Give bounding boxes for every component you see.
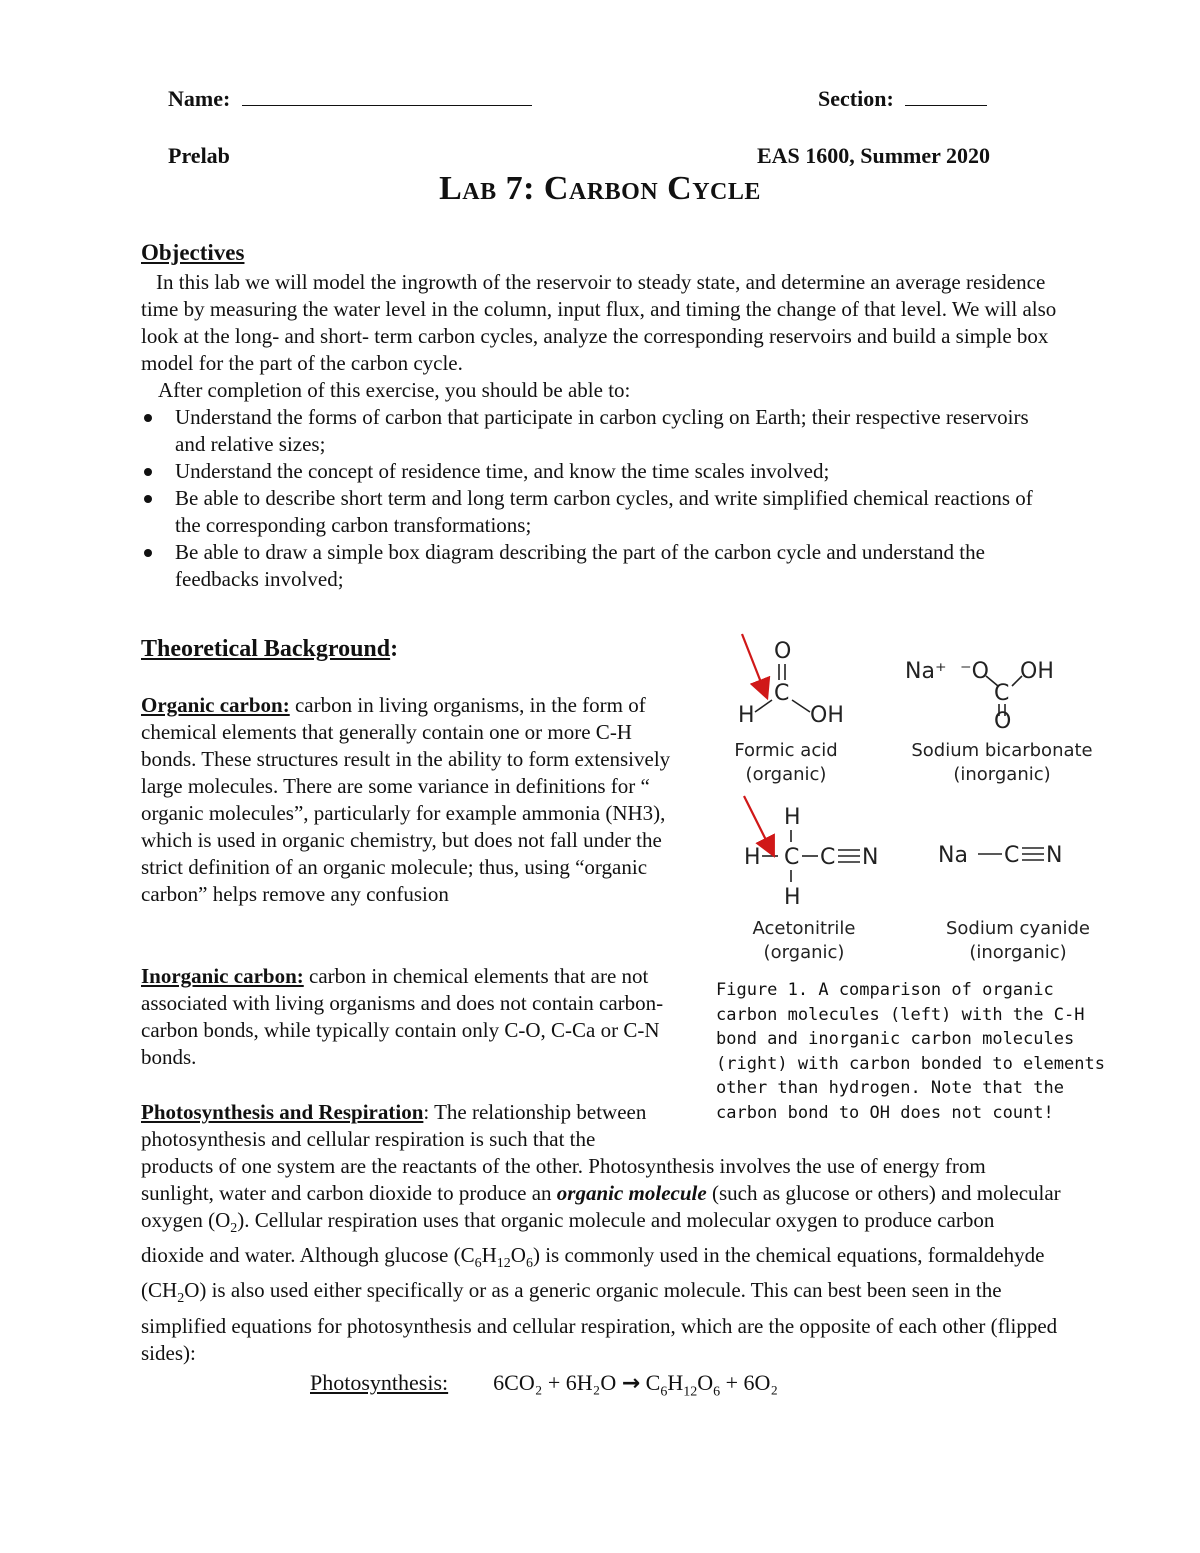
sodium-bicarbonate-structure [905,659,1093,785]
molecule-name: Sodium bicarbonate [911,740,1093,761]
equation-lhs: 6CO₂ + 6H₂O [493,1370,617,1395]
atom-c: C [994,681,1010,706]
atom-o: O [994,709,1012,734]
page-title: Lab 7: Carbon Cycle [439,170,761,207]
atom-n: N [1046,843,1063,868]
objectives-list [141,404,1061,593]
o2-symbol: O [215,1208,231,1232]
name-label: Name: [168,86,231,111]
atom-o: O [774,639,792,664]
background-heading-row: Theoretical Background: [141,636,399,662]
atom-h: H [738,703,755,728]
arrow-icon: → [621,1371,641,1396]
molecule-figure [700,620,1110,970]
atom-o-minus: ⁻O [960,659,989,684]
course-label: EAS 1600, Summer 2020 [756,143,990,168]
equation-rhs-o: O [697,1370,714,1395]
atom-na: Na [938,843,968,868]
equation-label: Photosynthesis: [310,1370,449,1395]
glucose-o: O [510,1243,526,1268]
photosynthesis-text-2: (such as glucose or others) and molecular oxygen ( [141,1181,1061,1232]
molecule-type: (inorganic) [969,942,1067,963]
photosynthesis-term: Photosynthesis and Respiration [141,1100,424,1124]
atom-c: C [1004,843,1020,868]
equation-rhs-c: C [645,1370,661,1395]
glucose-h-sub: 12 [496,1256,511,1272]
background-heading: Theoretical Background [141,636,391,662]
objectives-intro: After completion of this exercise, you should be able to: [158,378,631,402]
acetonitrile-structure [744,796,878,963]
inorganic-text: carbon in chemical elements that are not associated with living organisms and does not contain carbon-carbon bonds, while typically contain only C-O, C-Ca or C-N bonds. [141,964,664,1069]
molecule-name: Formic acid [734,740,838,761]
photosynthesis-equation [310,1370,778,1400]
formaldehyde-ch: CH [148,1278,178,1303]
section-label: Section: [818,86,894,111]
list-item: Understand the forms of carbon that participate in carbon cycling on Earth; their respective reservoirs and relative sizes; [141,404,1061,458]
section-blank[interactable] [905,105,987,106]
photosynthesis-paragraph [141,1099,1061,1367]
equation-rhs-h-sub: 12 [683,1384,698,1400]
inorganic-definition [141,963,689,1071]
organic-text: carbon in living organisms, in the form of chemical elements that generally contain one or more C-H bonds. These structures result in the ability to form extensively large molecules. There are some variance in definitions for “ organic molecules”, particularly for example ammonia (NH3), which is used in organic chemistry, but does not fall under the strict definition of an organic molecule; thus, using “organic carbon” helps remove any confusion [141,693,671,906]
equation-rhs-tail: + 6O₂ [720,1370,779,1395]
o2-subscript: 2 [230,1221,238,1237]
formaldehyde-sub: 2 [177,1291,185,1307]
equation-rhs-h: H [667,1370,684,1395]
section-row [818,86,987,112]
atom-h: H [784,885,801,910]
photosynthesis-text-4: ) is commonly used in the chemical equations, formaldehyde ( [141,1243,1045,1303]
list-item: Be able to describe short term and long term carbon cycles, and write simplified chemical reactions of the corresponding carbon transformations; [141,485,1061,539]
molecule-type: (organic) [745,764,827,785]
name-row [168,86,532,112]
glucose-c: C [460,1243,475,1268]
atom-c: C [784,845,800,870]
molecule-name: Sodium cyanide [945,918,1091,939]
atom-c: C [774,681,790,706]
atom-h: H [784,805,801,830]
molecule-type: (inorganic) [953,764,1051,785]
red-arrow-icon [744,796,770,848]
list-item: Be able to draw a simple box diagram describing the part of the carbon cycle and understand the feedbacks involved; [141,539,1061,593]
organic-term: Organic carbon: [141,693,290,717]
atom-na-plus: Na⁺ [905,659,947,684]
molecule-name: Acetonitrile [752,918,856,939]
objectives-paragraph: In this lab we will model the ingrowth of the reservoir to steady state, and determine an average residence time by measuring the water level in the column, input flux, and timing the change of that level. We will also look at the long- and short- term carbon cycles, analyze the corresponding reservoirs and build a simple box model for the part of the carbon cycle. [141,270,1057,375]
atom-oh: OH [1020,659,1054,684]
photosynthesis-text-3: ). Cellular respiration uses that organic molecule and molecular oxygen to produce carbon dioxide and water. Although glucose ( [141,1208,995,1268]
equation-rhs-o-sub: 6 [713,1384,721,1400]
atom-c: C [820,845,836,870]
name-blank[interactable] [242,105,532,106]
objectives-heading: Objectives [141,240,245,265]
list-item: Understand the concept of residence time, and know the time scales involved; [141,458,1061,485]
photosynthesis-text-5: ) is also used either specifically or as a generic organic molecule. This can best been seen in the simplified equations for photosynthesis and cellular respiration, which are the opposite of each other (flipped sides): [141,1278,1058,1365]
red-arrow-icon [742,634,764,690]
sodium-cyanide-structure [938,843,1090,963]
organic-molecule-emphasis: organic molecule [556,1181,707,1205]
atom-oh: OH [810,703,844,728]
figure-caption: Figure 1. A comparison of organic carbon molecules (left) with the C-H bond and inorganic carbon molecules (right) with carbon bonded to elements other than hydrogen. Note that the carbon bond to OH does not count! [716,980,1105,1123]
prelab-label: Prelab [168,143,230,168]
glucose-c-sub: 6 [474,1256,482,1272]
atom-n: N [862,845,879,870]
molecule-type: (organic) [763,942,845,963]
atom-h: H [744,845,761,870]
formic-acid-structure [734,634,844,785]
glucose-h: H [481,1243,497,1268]
organic-definition [141,692,689,908]
photosynthesis-text-1: : The relationship between photosynthesis and cellular respiration is such that the products of one system are the reactants of the other. Photosynthesis involves the use of energy from sunlight, water and carbon dioxide to produce an [141,1100,986,1205]
inorganic-term: Inorganic carbon: [141,964,304,988]
objectives-section [141,240,1061,593]
glucose-o-sub: 6 [525,1256,533,1272]
formaldehyde-o: O [184,1278,200,1303]
equation-rhs-c-sub: 6 [660,1384,668,1400]
